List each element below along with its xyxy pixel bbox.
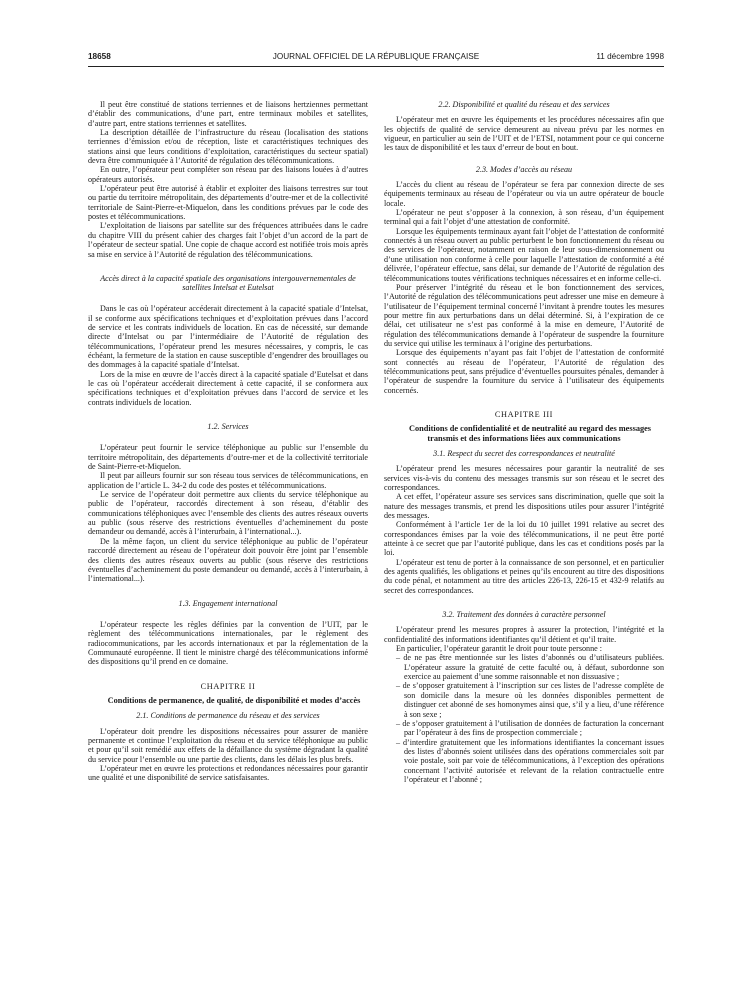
section-heading: 3.1. Respect du secret des correspondances et neutralité [433, 448, 615, 458]
paragraph: La description détaillée de l’infrastructure du réseau (localisation des stations terriennes d’émission et/ou de réception, liste et caractéristiques techniques des stations ainsi que leurs conditions d’exploitation, caractéristiques du secteur spatial) devra être communiquée à l’Autorité de régulation des télécommunications. [88, 128, 368, 166]
paragraph: L’opérateur ne peut s’opposer à la connexion, à son réseau, d’un équipement terminal qui a fait l’objet d’une attestation de conformité. [384, 208, 664, 227]
paragraph: L’exploitation de liaisons par satellite sur des fréquences attribuées dans le cadre du chapitre VIII du présent cahier des charges fait l’objet d’un accord de la part de l’opérateur de secteur spatial. Une copie de chaque accord est notifiée trois mois après sa mise en service à l’Autorité de régulation des télécommunications. [88, 221, 368, 259]
paragraph: Lorsque des équipements n’ayant pas fait l’objet de l’attestation de conformité sont connectés au réseau de l’opérateur, l’Autorité de régulation des télécommunications peut, sans préjudice d’éventuelles poursuites pénales, demander à l’opérateur de suspendre la fourniture du service à l’utilisateur des équipements concernés. [384, 348, 664, 395]
section-heading: Accès direct à la capacité spatiale des organisations intergouvernementales de satellites Intelsat et Eutelsat [100, 273, 356, 293]
paragraph: L’opérateur est tenu de porter à la connaissance de son personnel, et en particulier des agents qualifiés, les obligations et peines qu’ils encourent au titre des dispositions du code pénal, et notamment au titre des articles 226-13, 226-15 et 432-9 relatifs au secret des correspondances. [384, 557, 664, 595]
chapter-label: CHAPITRE II [200, 681, 256, 691]
rights-list [384, 653, 664, 784]
section-heading: 2.1. Conditions de permanence du réseau et des services [136, 711, 320, 721]
paragraph: L’accès du client au réseau de l’opérateur se fera par connexion directe de ses équipements terminaux au réseau de l’opérateur ou via un autre opérateur de boucle locale. [384, 180, 664, 208]
list-item: – de s’opposer gratuitement à l’utilisation de données de facturation la concernant par l’opérateur à des fins de prospection commerciale ; [384, 719, 664, 738]
journal-title: JOURNAL OFFICIEL DE LA RÉPUBLIQUE FRANÇAISE [272, 52, 480, 61]
paragraph: Conformément à l’article 1er de la loi du 10 juillet 1991 relative au secret des correspondances émises par la voie des télécommunications, il ne peut être porté atteinte à ce secret que par l’autorité publique, dans les cas et conditions posés par la loi. [384, 520, 664, 558]
chapter-title: Conditions de confidentialité et de neutralité au regard des messages transmis et des informations liées aux communications [408, 424, 652, 443]
section-heading: 1.3. Engagement international [178, 598, 278, 608]
chapter-title: Conditions de permanence, de qualité, de disponibilité et modes d’accès [107, 695, 361, 705]
paragraph: Lorsque les équipements terminaux ayant fait l’objet de l’attestation de conformité connectés à un réseau ouvert au public perturbent le bon fonctionnement du réseau ou des services de l’opérateur, notamment en raison de leur sous-dimensionnement ou d’une utilisation non conforme à celle pour laquelle l’attestation de conformité a été délivrée, l’opérateur effectue, sans délai, sur demande de l’Autorité de régulation des télécommunications toutes vérifications techniques nécessaires et en informe celle-ci. [384, 226, 664, 283]
list-item: – d’interdire gratuitement que les informations identifiantes la concernant issues des listes d’abonnés soient utilisées dans des opérations commerciales soit par voie postale, soit par voie de télécommunications, à l’exception des opérations concernant l’activité autorisée et relevant de la relation contractuelle entre l’opérateur et l’abonné ; [384, 738, 664, 785]
paragraph: L’opérateur respecte les règles définies par la convention de l’UIT, par le règlement des télécommunications internationales, par le règlement des radiocommunications, par les accords internationaux et par la réglementation de la Communauté européenne. Il tient le ministre chargé des télécommunications informé des dispositions qu’il prend en ce domaine. [88, 619, 368, 667]
publication-date: 11 décembre 1998 [596, 52, 664, 61]
paragraph: L’opérateur met en œuvre les équipements et les procédures nécessaires afin que les objectifs de qualité de service demeurent au niveau prévu par les normes en vigueur, en particulier au sein de l’UIT et de l’ETSI, notamment pour ce qui concerne les taux de disponibilité et les taux d’erreur de bout en bout. [384, 115, 664, 153]
paragraph: Dans le cas où l’opérateur accéderait directement à la capacité spatiale d’Intelsat, il se conforme aux spécifications techniques et d’exploitation prévues dans l’accord de service et les contrats individuels de location. En cas de nécessité, sur demande directe d’Intelsat ou par l’intermédiaire de l’Autorité de régulation des télécommunications, l’opérateur prend les mesures nécessaires, y compris, le cas échéant, la fermeture de la station en cause susceptible d’engendrer des brouillages ou des dommages à la capacité spatiale d’Intelsat. [88, 304, 368, 370]
paragraph: Lors de la mise en œuvre de l’accès direct à la capacité spatiale d’Eutelsat et dans le cas où l’opérateur accéderait directement à cette capacité, il se conformera aux spécifications techniques et d’exploitation prévues dans l’accord de service et les contrats individuels de location. [88, 369, 368, 407]
section-heading: 3.2. Traitement des données à caractère personnel [442, 610, 606, 620]
paragraph: Le service de l’opérateur doit permettre aux clients du service téléphonique au public de l’opérateur, raccordés directement à son réseau, d’établir des communications téléphoniques avec l’ensemble des clients des autres réseaux ouverts au public (sous réserve des restrictions éventuelles d’acheminement du poste demandeur ou demandé, accès à l’interurbain, à l’international...). [88, 490, 368, 537]
header-rule [88, 66, 664, 67]
list-item: – de s’opposer gratuitement à l’inscription sur ces listes de l’adresse complète de son domicile dans la mesure où les données disponibles permettent de distinguer cet abonné de ses homonymes ainsi que, s’il y a lieu, d’une référence à son sexe ; [384, 681, 664, 718]
section-heading: 2.3. Modes d’accès au réseau [475, 164, 573, 174]
paragraph: L’opérateur peut fournir le service téléphonique au public sur l’ensemble du territoire métropolitain, des départements d’outre-mer et de la collectivité territoriale de Saint-Pierre-et-Miquelon. [88, 443, 368, 472]
paragraph: En outre, l’opérateur peut compléter son réseau par des liaisons louées à d’autres opérateurs autorisés. [88, 165, 368, 184]
paragraph: L’opérateur doit prendre les dispositions nécessaires pour assurer de manière permanente et continue l’exploitation du réseau et du service téléphonique au public et pour qu’il soit remédié aux effets de la défaillance du système dégradant la qualité du service pour l’ensemble ou une partie des clients, dans les délais les plus brefs. [88, 726, 368, 764]
paragraph: Il peut par ailleurs fournir sur son réseau tous services de télécommunications, en application de l’article L. 34-2 du code des postes et télécommunications. [88, 471, 368, 490]
left-column [88, 100, 368, 783]
section-heading: 1.2. Services [207, 422, 249, 432]
paragraph: L’opérateur peut être autorisé à établir et exploiter des liaisons terrestres sur tout ou partie du territoire métropolitain, des départements d’outre-mer et de la collectivité territoriale de Saint-Pierre-et-Miquelon, dans les conditions prévues par le code des postes et télécommunications. [88, 184, 368, 222]
paragraph: L’opérateur met en œuvre les protections et redondances nécessaires pour garantir une qualité et une disponibilité de service satisfaisantes. [88, 763, 368, 783]
list-item: – de ne pas être mentionnée sur les listes d’abonnés ou d’utilisateurs publiées. L’opérateur assure la gratuité de cette faculté ou, à défaut, subordonne son exercice au paiement d’une somme raisonnable et non dissuasive ; [384, 653, 664, 681]
page-header [88, 52, 664, 66]
paragraph: A cet effet, l’opérateur assure ses services sans discrimination, quelle que soit la nature des messages transmis, et prend les dispositions utiles pour assurer l’intégrité des messages. [384, 492, 664, 520]
paragraph: En particulier, l’opérateur garantit le droit pour toute personne : [396, 644, 602, 654]
section-heading: 2.2. Disponibilité et qualité du réseau et des services [438, 100, 610, 109]
paragraph: Pour préserver l’intégrité du réseau et le bon fonctionnement des services, l’Autorité de régulation des télécommunications peut adresser une mise en demeure à l’utilisateur de l’équipement terminal concerné l’invitant à prendre toutes les mesures pour mettre fin aux perturbations dans un délai déterminé. Si, à l’expiration de ce délai, cet utilisateur ne s’est pas conformé à la mise en demeure, l’Autorité de régulation des télécommunications demande à l’opérateur de suspendre la fourniture du service qui utilise les terminaux à l’origine des perturbations. [384, 282, 664, 348]
page-number: 18658 [88, 52, 111, 61]
paragraph: L’opérateur prend les mesures nécessaires pour garantir la neutralité de ses services vis-à-vis du contenu des messages transmis sur son réseau et le secret des correspondances. [384, 464, 664, 492]
paragraph: De la même façon, un client du service téléphonique au public de l’opérateur raccordé directement au réseau de l’opérateur doit pouvoir être joint par l’ensemble des clients des autres réseaux ouverts au public (sous réserve des restrictions éventuelles d’acheminement du poste demandeur ou demandé, accès à l’interurbain, à l’international...). [88, 536, 368, 584]
paragraph: L’opérateur prend les mesures propres à assurer la protection, l’intégrité et la confidentialité des informations identifiantes qu’il détient et qu’il traite. [384, 625, 664, 644]
paragraph: Il peut être constitué de stations terriennes et de liaisons hertziennes permettant d’établir des communications, d’une part, entre terminaux mobiles et satellites, d’autre part, entre stations terriennes et satellites. [88, 100, 368, 128]
right-column [384, 100, 664, 784]
chapter-label: CHAPITRE III [494, 409, 554, 419]
